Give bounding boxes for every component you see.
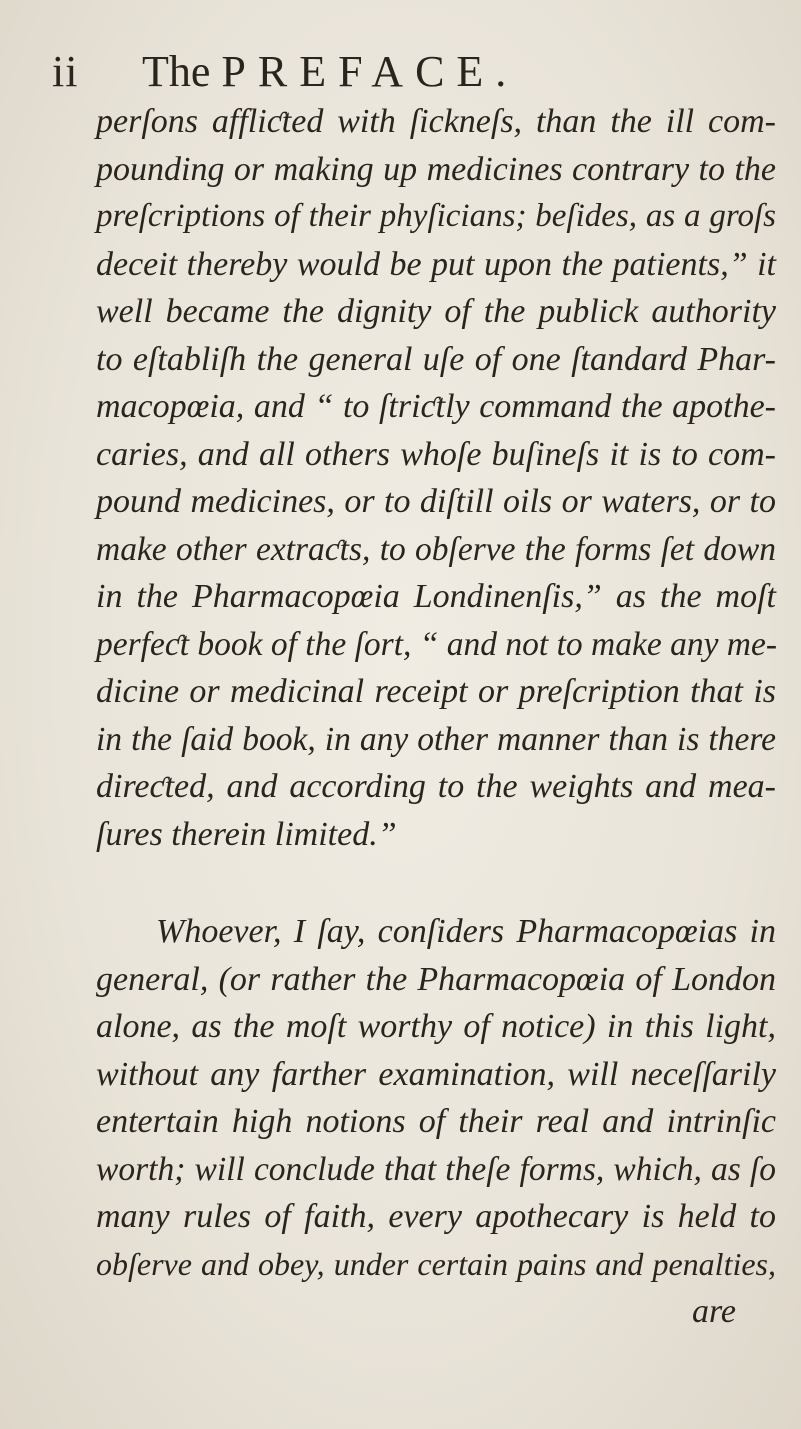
running-head — [142, 46, 518, 97]
text-line: in the ſaid book, in any other manner than is there — [96, 720, 776, 758]
text-line: alone, as the moſt worthy of notice) in this light, — [96, 1008, 776, 1045]
text-line: well became the dignity of the publick authority — [96, 293, 776, 330]
text-line: ſures therein limited.” — [96, 815, 397, 853]
text-line: make other extraƈts, to obſerve the forms ſet down — [96, 530, 776, 568]
text-line: entertain high notions of their real and intrinſic — [96, 1103, 776, 1140]
text-line: Whoever, I ſay, conſiders Pharmacopœias in — [156, 913, 776, 950]
text-line: dicine or medicinal receipt or preſcription that is — [96, 673, 776, 710]
text-line: perſons affliƈted with ſickneſs, than the ill com- — [96, 103, 776, 140]
text-line: direƈted, and according to the weights and mea- — [96, 768, 776, 805]
text-line: pounding or making up medicines contrary to the — [96, 150, 776, 188]
catchword: are — [691, 1293, 736, 1330]
running-head-prefix: The — [142, 47, 211, 96]
text-line: to eſtabliſh the general uſe of one ſtandard Phar- — [96, 340, 776, 378]
text-line: pound medicines, or to diſtill oils or waters, or to — [96, 483, 776, 520]
text-line: in the Pharmacopœia Londinenſis,” as the moſt — [96, 578, 776, 615]
page-number: ii — [52, 47, 79, 96]
text-line: worth; will conclude that theſe forms, which, as ſo — [96, 1150, 776, 1188]
text-line: obſerve and obey, under certain pains and penalties, — [96, 1245, 776, 1282]
text-line: preſcriptions of their phyſicians; beſides, as a groſs — [96, 198, 776, 234]
text-line: general, (or rather the Pharmacopœia of London — [96, 960, 776, 998]
body-text — [96, 98, 776, 1336]
text-line: caries, and all others whoſe buſineſs it is to com- — [96, 435, 776, 473]
page-header — [0, 40, 801, 100]
text-line: without any farther examination, will neceſſarily — [96, 1055, 776, 1093]
paragraph-gap — [96, 858, 776, 908]
text-line: many rules of faith, every apothecary is held to — [96, 1198, 776, 1235]
paragraph-2 — [96, 908, 776, 1336]
paragraph-1 — [96, 98, 776, 858]
text-line: perfeƈt book of the ſort, “ and not to make any me- — [96, 625, 778, 663]
running-head-title: PREFACE. — [221, 47, 519, 96]
text-line: deceit thereby would be put upon the patients,” it — [96, 245, 776, 283]
text-line: macopœia, and “ to ſtriƈtly command the apothe- — [96, 388, 776, 425]
